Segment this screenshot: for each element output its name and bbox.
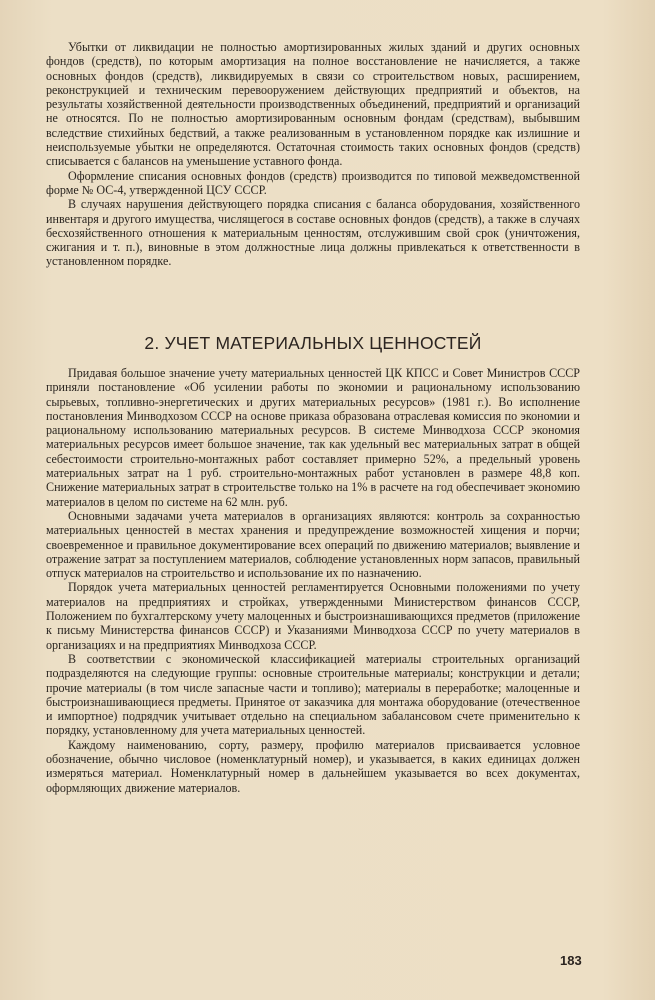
paragraph-violations: В случаях нарушения действующего порядка списания с баланса оборудования, хозяйственного инвентаря и другого имущества, числящегося в составе основных фондов (средств), а также в случаях бесхозяйственного отношения к материальным ценностям, отслужившим свой срок (уничтожения, сжигания и т. п.), виновные в этом должностные лица должны привлекаться к ответственности в установленном порядке. <box>46 197 580 269</box>
paragraph-regulations: Порядок учета материальных ценностей регламентируется Основными положениями по учету материалов на предприятиях и стройках, утвержденными Министерством финансов СССР, Положением по бухгалтерскому учету малоценных и быстроизнашивающихся предметов (приложение к письму Министерства финансов СССР) и Указаниями Минводхоза СССР по учету материалов в организациях и на предприятиях Минводхоза СССР. <box>46 580 580 652</box>
paragraph-liquidation-losses: Убытки от ликвидации не полностью амортизированных жилых зданий и других основных фондов (средств), по которым амортизация на полное восстановление не начисляется, а также основных фондов (средств), ликвидируемых в связи со строительством новых, расширением, реконструкцией и техническим перевооружением действующих предприятий и объектов, на результаты хозяйственной деятельности производственных объединений, предприятий и организаций не относятся. По не полностью амортизированным основным фондам (средствам), выбывшим вследствие стихийных бедствий, а также реализованным в установленном порядке как излишние и неиспользуемые убытки не определяются. Остаточная стоимость таких основных фондов (средств) списывается с балансов на уменьшение уставного фонда. <box>46 40 580 169</box>
section-heading: 2. УЧЕТ МАТЕРИАЛЬНЫХ ЦЕННОСТЕЙ <box>144 333 482 353</box>
section-text-block <box>46 366 580 795</box>
paragraph-nomenclature: Каждому наименованию, сорту, размеру, профилю материалов присваивается условное обозначение, обычно числовое (номенклатурный номер), и указывается, в каких единицах должен измеряться материал. Номенклатурный номер в дальнейшем указывается во всех документах, оформляющих движение материалов. <box>46 737 580 795</box>
paragraph-write-off-form: Оформление списания основных фондов (средств) производится по типовой межведомственной форме № ОС-4, утвержденной ЦСУ СССР. <box>46 168 580 197</box>
paragraph-classification: В соответствии с экономической классификацией материалы строительных организаций подразделяются на следующие группы: основные строительные материалы; конструкции и детали; прочие материалы (в том числе запасные части и топливо); материалы в переработке; малоценные и быстроизнашивающиеся предметы. Принятое от заказчика для монтажа оборудование (отечественное и импортное) подрядчик учитывает отдельно на специальном забалансовом счете применительно к порядку, установленному для учета материальных ценностей. <box>46 651 580 738</box>
intro-text-block <box>46 40 580 269</box>
page-number: 183 <box>560 953 582 968</box>
paragraph-resolution: Придавая большое значение учету материальных ценностей ЦК КПСС и Совет Министров СССР приняли постановление «Об усилении работы по экономии и рациональному использованию сырьевых, топливно-энергетических и других материальных ресурсов» (1981 г.). Во исполнение постановления Минводхозом СССР на основе приказа образована отраслевая комиссия по экономии и рациональному использованию материальных ресурсов. В системе Минводхоза СССР экономия материальных ресурсов имеет большое значение, так как удельный вес материальных затрат в общей себестоимости строительно-монтажных работ составляет примерно 52%, а предельный уровень материальных затрат на 1 руб. строительно-монтажных работ установлен в размере 48,8 коп. Снижение материальных затрат в строительстве только на 1% в расчете на год обеспечивает экономию материалов в целом по системе на 62 млн. руб. <box>46 366 580 509</box>
paragraph-main-tasks: Основными задачами учета материалов в организациях являются: контроль за сохранностью материальных ценностей в местах хранения и предупреждение возможностей хищения и порчи; своевременное и правильное документирование всех операций по движению материалов; выявление и отражение затрат за поступлением материалов, соблюдение установленных норм запасов, правильный отпуск материалов на строительство и использование их по назначению. <box>46 508 580 581</box>
